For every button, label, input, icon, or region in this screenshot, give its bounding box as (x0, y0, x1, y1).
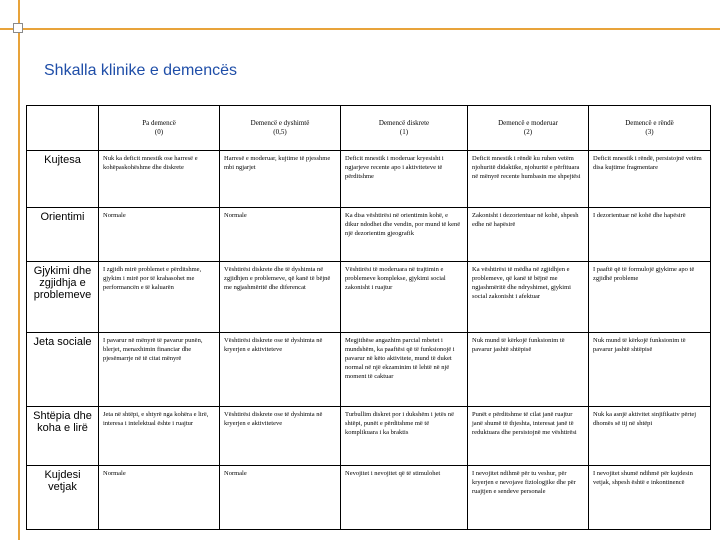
row-header: Jeta sociale (27, 333, 99, 407)
table-cell: Deficit mnestik i rëndë, persistojnë vetëm disa kujtime fragmentare (589, 151, 711, 208)
table-header-row (27, 106, 711, 151)
table-cell: Nuk mund të kërkojë funksionim të pavarur jashtë shtëpisë (468, 333, 589, 407)
table-cell: Nuk mund të kërkojë funksionim të pavarur jashtë shtëpisë (589, 333, 711, 407)
table-cell: Normale (99, 208, 220, 261)
column-score: (0,5) (273, 128, 287, 136)
column-score: (2) (523, 128, 533, 136)
dementia-scale-table (26, 105, 711, 530)
column-score: (3) (645, 128, 654, 136)
table-cell: I pavarur në mënyrë të pavarur punën, blerjet, menaxhimin financiar dhe pjesëmarrje në të citat mënyrë (99, 333, 220, 407)
column-score: (1) (399, 128, 409, 136)
table-cell: I dezorientuar në kohë dhe hapësirë (589, 208, 711, 261)
table-cell: Nuk ka deficit mnestik ose harresë e kohëpaskohëshme dhe diskrete (99, 151, 220, 208)
table-cell: Normale (99, 466, 220, 530)
table-cell: Vështirësi diskrete dhe të dyshimta në zgjidhjen e problemeve, që kanë të bëjnë me ngjashmëritë dhe diferencat (220, 261, 341, 333)
table-cell: Ka disa vështirësi në orientimin kohë, e dikur ndodhet dhe vendin, por mund të kenë një dezorientim gjeografik (341, 208, 468, 261)
table-row (27, 333, 711, 407)
row-header: Orientimi (27, 208, 99, 261)
table-cell: Turbullim diskret por i dukshëm i jetës në shtëpi, punët e përditshme më të komplikuara i ka braktis (341, 407, 468, 466)
vertical-accent-line (18, 0, 20, 540)
corner-marker (13, 23, 23, 33)
column-label: Demencë diskrete (378, 118, 430, 127)
table-cell: Vështirësi diskrete ose të dyshimta në kryerjen e aktiviteteve (220, 333, 341, 407)
table-row (27, 151, 711, 208)
table-cell: Normale (220, 208, 341, 261)
table-cell: Zakonisht i dezorientuar në kohë, shpesh edhe në hapësirë (468, 208, 589, 261)
horizontal-accent-line (0, 28, 720, 30)
table-cell: Nuk ka asnjë aktivitet sinjifikativ përtej dhomës së tij në shtëpi (589, 407, 711, 466)
column-header (468, 106, 589, 151)
column-label: Demencë e dyshimtë (250, 118, 310, 127)
row-header: Gjykimi dhe zgjidhja e problemeve (27, 261, 99, 333)
column-label: Pa demencë (142, 118, 176, 127)
row-header: Shtëpia dhe koha e lirë (27, 407, 99, 466)
table-cell: Jeta në shtëpi, e shtyrë nga kohëra e lirë, interesa i intelektual ështe i ruajtur (99, 407, 220, 466)
table-cell: Megjithëse angazhim parcial mbetet i mundshëm, ka paaftësi që të funksionojë i pavarur në këto aktivitete, mund të duket normal në një ekzaminim të lehtë në një moment të caktuar (341, 333, 468, 407)
column-header (589, 106, 711, 151)
column-label: Demencë e moderuar (498, 118, 558, 127)
table-row (27, 208, 711, 261)
table-cell: Nevojitet i nevojitet që të stimulohet (341, 466, 468, 530)
column-header (99, 106, 220, 151)
table-cell: Normale (220, 466, 341, 530)
row-header: Kujdesi vetjak (27, 466, 99, 530)
table-cell: I zgjidh mirë problemet e përditshme, gjykim i mirë por të krahasohet me performancën e të kaluarën (99, 261, 220, 333)
table-cell: Deficit mnestik i rëndë ku ruhen vetëm njohuritë didaktike, njohuritë e përfituara në mënyrë recente humbasin me shpejtësi (468, 151, 589, 208)
table-cell: I nevojitet shumë ndihmë për kujdesin vetjak, shpesh është e inkontinencë (589, 466, 711, 530)
table-cell: Harresë e moderuar, kujtime të pjesshme mbi ngjarjet (220, 151, 341, 208)
table-row (27, 407, 711, 466)
table-cell: Punët e përditshme të cilat janë ruajtur janë shumë të thjeshta, interesat janë të reduktuara dhe persistojnë me vështirësi (468, 407, 589, 466)
column-header (220, 106, 341, 151)
row-header: Kujtesa (27, 151, 99, 208)
table-cell: Deficit mnestik i moderuar kryesisht i ngjarjeve recente apo i aktiviteteve të përditshme (341, 151, 468, 208)
header-empty-cell (27, 106, 99, 151)
table-cell: I paaftë që të formulojë gjykime apo të zgjidhë probleme (589, 261, 711, 333)
table-row (27, 261, 711, 333)
column-label: Demencë e rëndë (625, 118, 674, 127)
table-cell: Ka vështirësi të mëdha në zgjidhjen e problemeve, që kanë të bëjnë me ngjashmëritë dhe ndryshimet, gjykimi social zakonisht i afektuar (468, 261, 589, 333)
table-cell: Vështirësi të moderuara në trajtimin e problemeve komplekse, gjykimi social zakonisht i ruajtur (341, 261, 468, 333)
table-cell: Vështirësi diskrete ose të dyshimta në kryerjen e aktiviteteve (220, 407, 341, 466)
column-header (341, 106, 468, 151)
table-cell: I nevojitet ndihmë për tu veshur, për kryerjen e nevojave fiziologjike dhe për ruajtjen e sendeve personale (468, 466, 589, 530)
slide-title: Shkalla klinike e demencës (44, 62, 237, 79)
table-row (27, 466, 711, 530)
column-score: (0) (154, 128, 164, 136)
